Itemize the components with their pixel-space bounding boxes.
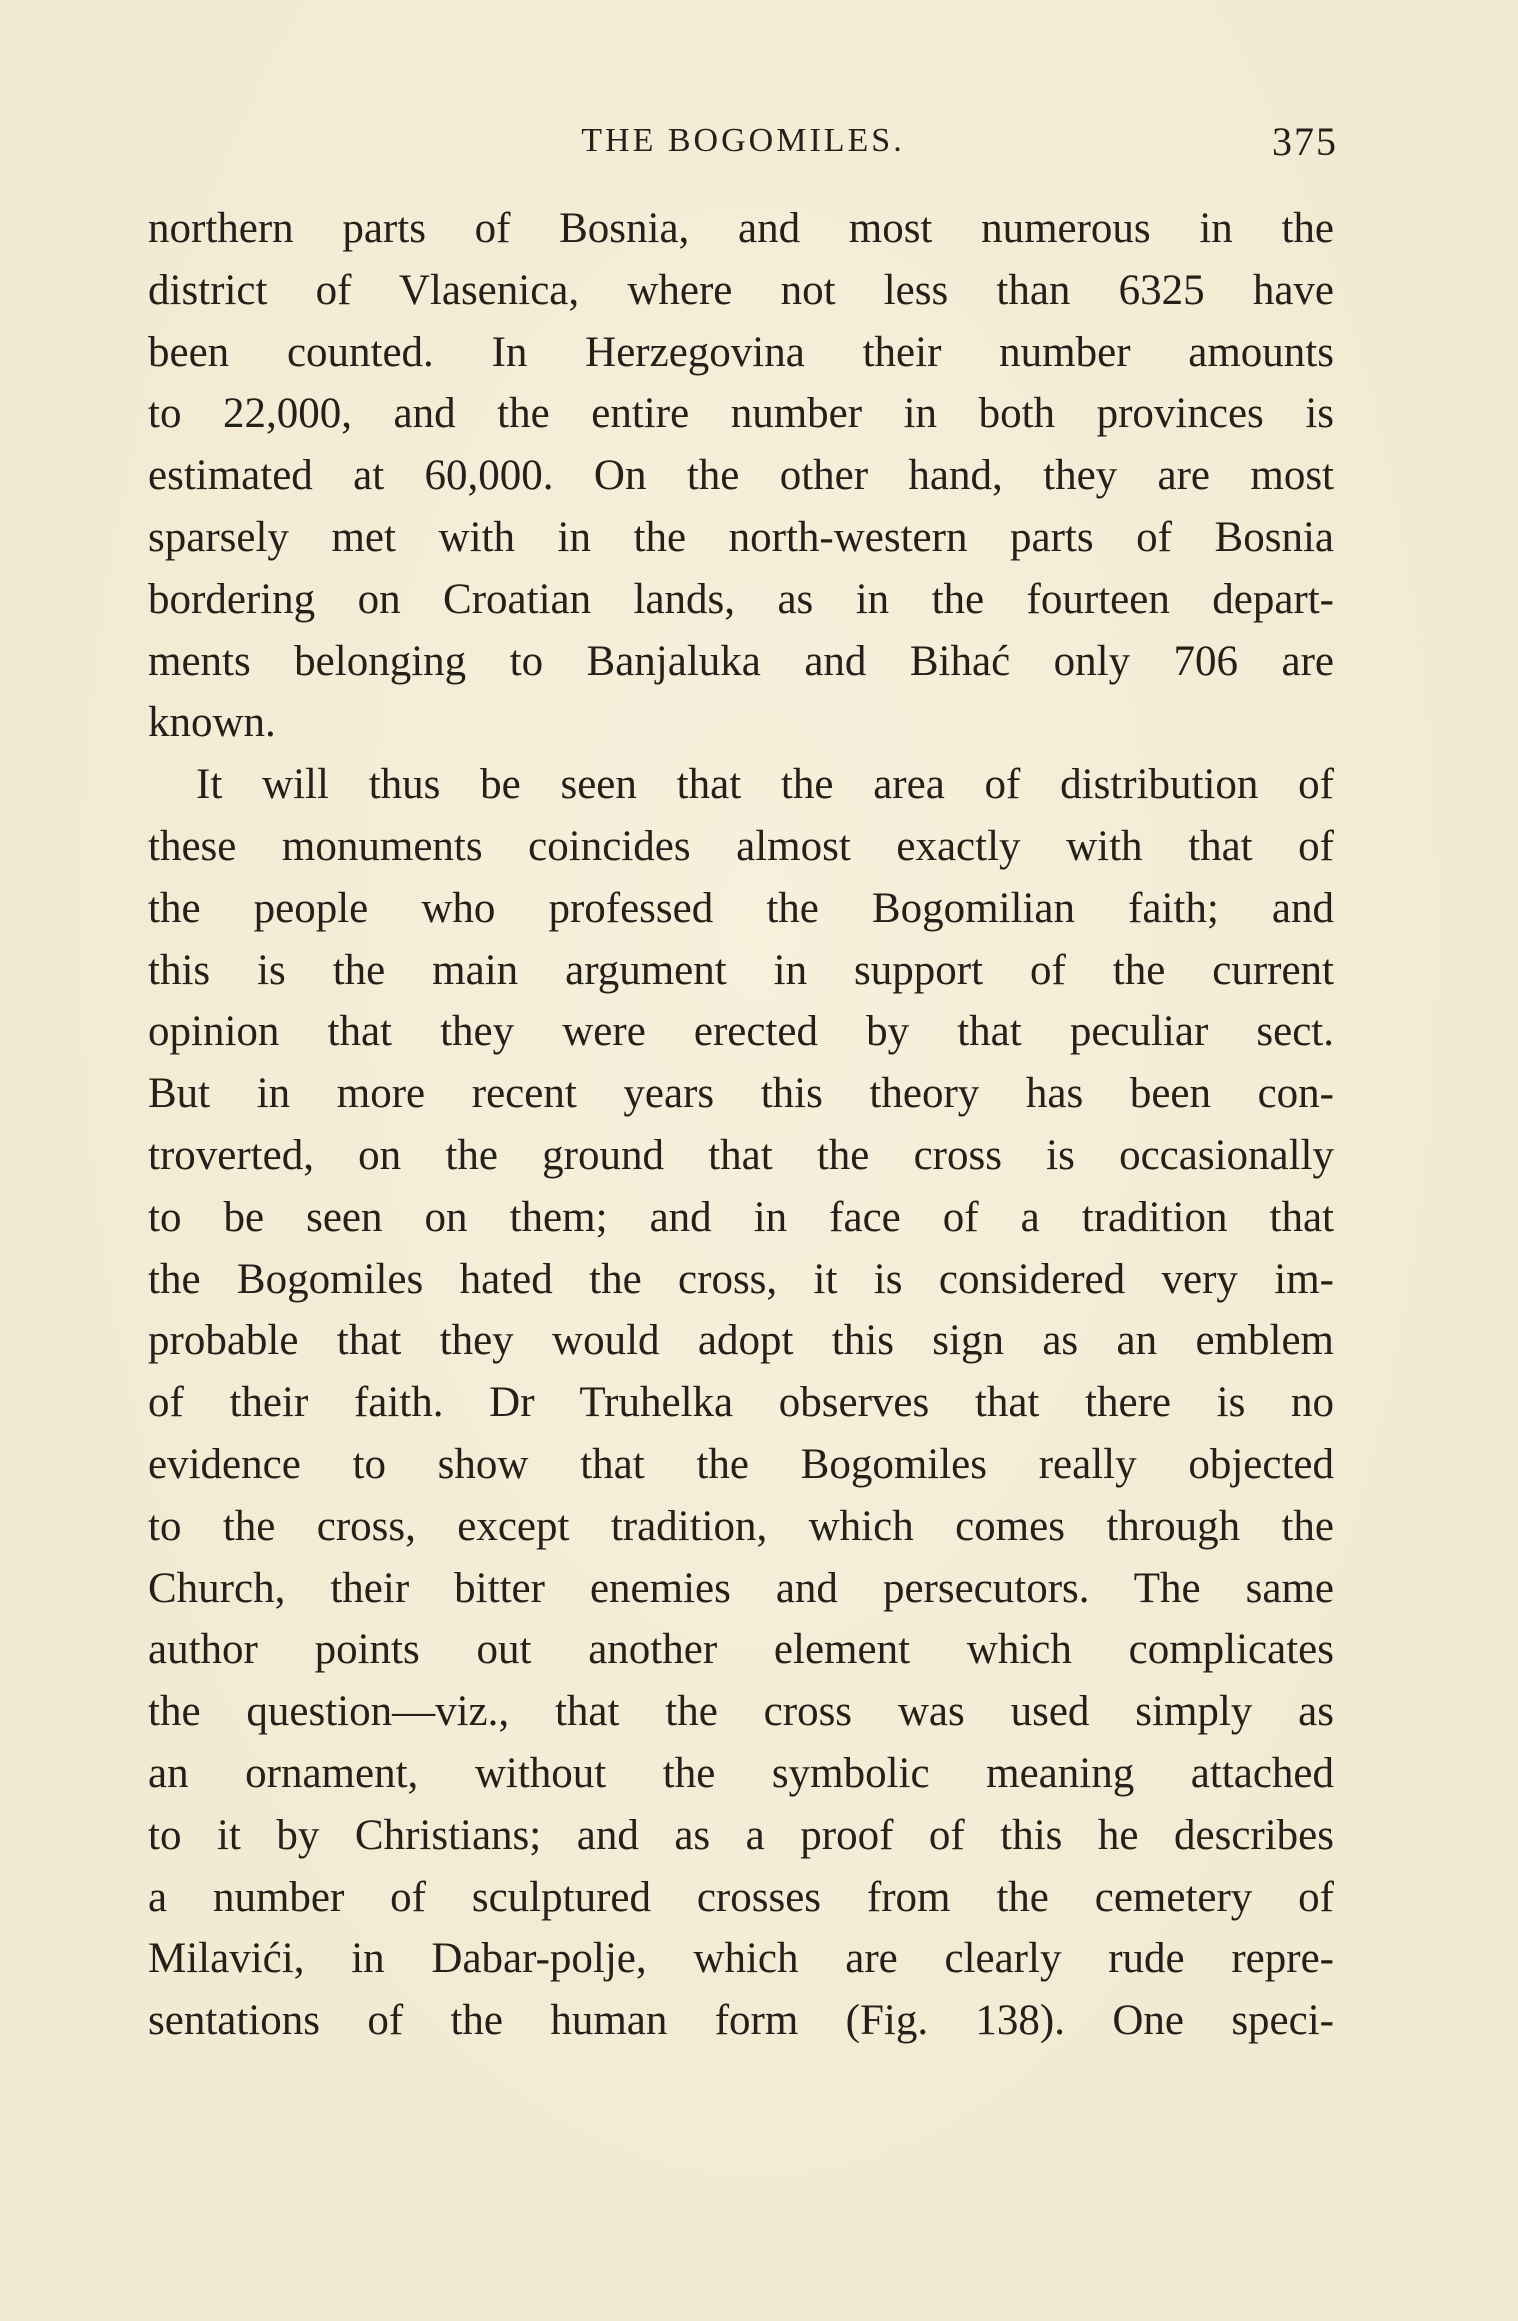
text-line: northern parts of Bosnia, and most numerous in the <box>148 205 1334 252</box>
text-line: these monuments coincides almost exactly with that of <box>148 822 1334 870</box>
text-line: this is the main argument in support of the current <box>148 946 1334 994</box>
text-line: to it by Christians; and as a proof of this he describes <box>148 1811 1334 1859</box>
page-number: 375 <box>1272 119 1338 164</box>
text-line: author points out another element which complicates <box>148 1626 1334 1674</box>
text-line: Milavići, in Dabar-polje, which are clearly rude repre- <box>148 1935 1334 1983</box>
text-line: ments belonging to Banjaluka and Bihać only 706 are <box>148 637 1334 685</box>
paragraph-1 <box>148 198 1334 754</box>
text-line: bordering on Croatian lands, as in the fourteen depart- <box>148 575 1334 623</box>
text-line: sparsely met with in the north-western parts of Bosnia <box>148 513 1334 561</box>
text-line: to be seen on them; and in face of a tradition that <box>148 1193 1334 1241</box>
text-line: But in more recent years this theory has been con- <box>148 1070 1334 1118</box>
text-line: district of Vlasenica, where not less than 6325 have <box>148 266 1334 314</box>
text-line: Church, their bitter enemies and persecutors. The same <box>148 1564 1334 1612</box>
text-line: to the cross, except tradition, which comes through the <box>148 1502 1334 1550</box>
text-line: estimated at 60,000. On the other hand, they are most <box>148 452 1334 500</box>
text-line: of their faith. Dr Truhelka observes that there is no <box>148 1379 1334 1427</box>
text-line: troverted, on the ground that the cross is occasionally <box>148 1131 1334 1179</box>
text-line: probable that they would adopt this sign as an emblem <box>148 1317 1334 1365</box>
text-line: sentations of the human form (Fig. 138). One speci- <box>148 1997 1334 2045</box>
body-text <box>148 198 1334 2052</box>
text-line: opinion that they were erected by that peculiar sect. <box>148 1008 1334 1056</box>
text-line: evidence to show that the Bogomiles really objected <box>148 1440 1334 1488</box>
text-line: the people who professed the Bogomilian faith; and <box>148 884 1334 932</box>
paragraph-2 <box>148 754 1334 2052</box>
text-line: an ornament, without the symbolic meaning attached <box>148 1749 1334 1797</box>
text-line: known. <box>148 699 276 747</box>
text-line: to 22,000, and the entire number in both provinces is <box>148 390 1334 438</box>
running-head: THE BOGOMILES. <box>581 122 905 159</box>
text-line: the question—viz., that the cross was used simply as <box>148 1688 1334 1736</box>
text-line: been counted. In Herzegovina their number amounts <box>148 328 1334 376</box>
text-line: It will thus be seen that the area of distribution of <box>196 761 1334 809</box>
page-header <box>148 118 1338 168</box>
text-line: a number of sculptured crosses from the cemetery of <box>148 1873 1334 1921</box>
text-line: the Bogomiles hated the cross, it is considered very im- <box>148 1255 1334 1303</box>
